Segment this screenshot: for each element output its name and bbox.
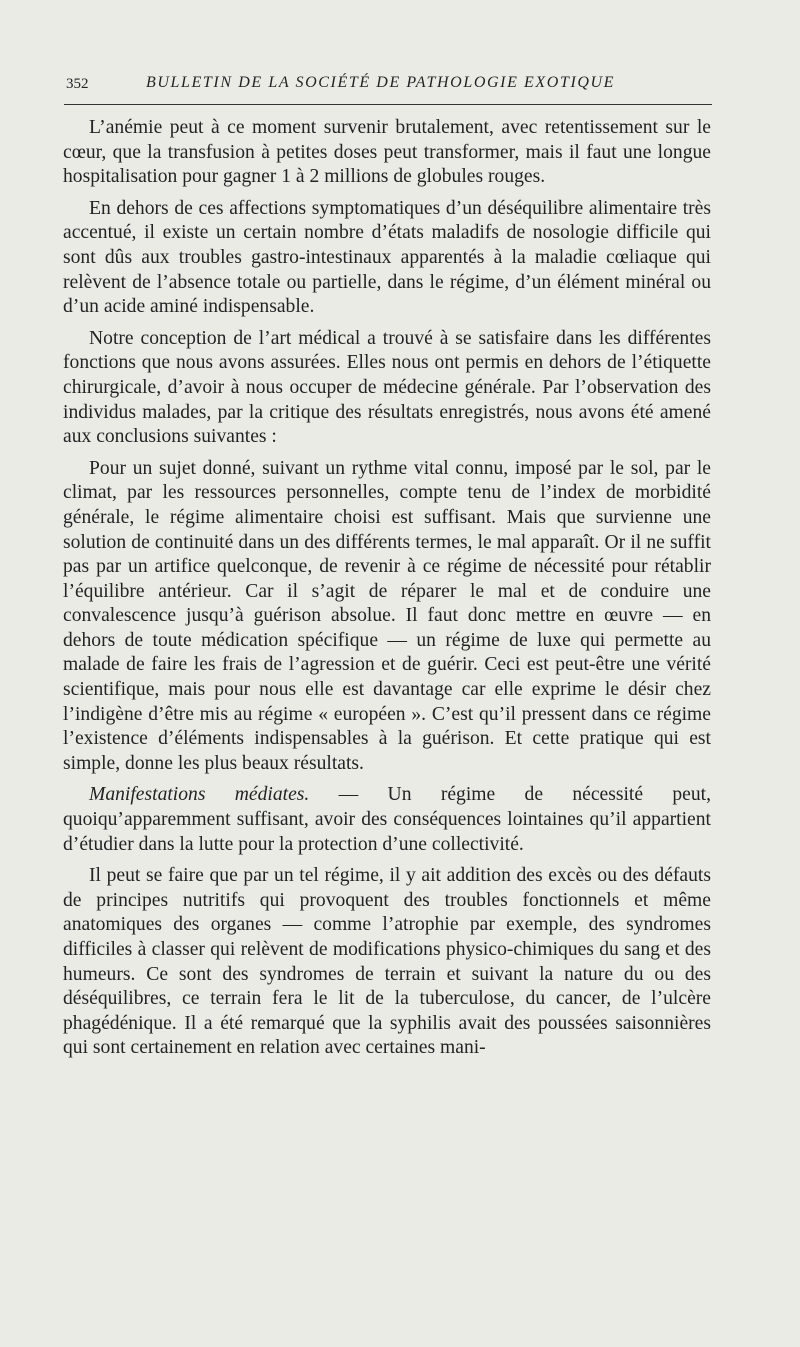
paragraph-text: Il peut se faire que par un tel régime, il y ait addition des excès ou des défauts de principes nutritifs qui provoquent des troubles fonctionnels et même anatomiques des organes — comme l’atrophie par exemple, des syndromes difficiles à classer qui relèvent de modifications physico-chimiques du sang et des humeurs. Ce sont des syndromes de terrain et suivant la nature du ou des déséquilibres, ce terrain fera le lit de la tuberculose, du cancer, de l’ulcère phagédénique. Il a été remarqué que la syphilis avait des poussées saisonnières qui sont certainement en relation avec certaines mani- bbox=[63, 865, 711, 1059]
paragraph-text: — Un régime de nécessité peut, quoiqu’apparemment suffisant, avoir des conséquences lointaines qu’il appartient d’étudier dans la lutte pour la protection d’une collectivité. bbox=[63, 784, 711, 855]
paragraph-text: En dehors de ces affections symptomatiques d’un déséquilibre alimentaire très accentué, il existe un certain nombre d’états maladifs de nosologie difficile qui sont dûs aux troubles gastro-intestinaux apparentés à la maladie cœliaque qui relèvent de l’absence totale ou partielle, dans le régime, d’un élément minéral ou d’un acide aminé indispensable. bbox=[63, 197, 711, 318]
header-rule bbox=[64, 104, 712, 105]
running-title: BULLETIN DE LA SOCIÉTÉ DE PATHOLOGIE EXOTIQUE bbox=[146, 74, 616, 91]
paragraph-text: L’anémie peut à ce moment survenir brutalement, avec retentissement sur le cœur, que la transfusion à petites doses peut transformer, mais il faut une longue hospitalisation pour gagner 1 à 2 millions de globules rouges. bbox=[63, 117, 711, 188]
paragraph bbox=[63, 864, 711, 1061]
paragraph bbox=[63, 197, 711, 320]
paragraph bbox=[63, 116, 711, 190]
section-lead: Manifestations médiates. bbox=[89, 784, 310, 806]
paragraph bbox=[63, 327, 711, 450]
paragraph-text: Pour un sujet donné, suivant un rythme vital connu, imposé par le sol, par le climat, par les ressources personnelles, compte tenu de l’index de morbidité générale, le régime alimentaire choisi est suffisant. Mais que survienne une solution de continuité dans un des différents termes, le mal apparaît. Or il ne suffit pas par un artifice quelconque, de revenir à ce régime de nécessité pour rétablir l’équilibre antérieur. Car il s’agit de réparer le mal et de conduire une convalescence jusqu’à guérison absolue. Il faut donc mettre en œuvre — en dehors de toute médication spécifique — un régime de luxe qui permette au malade de faire les frais de l’agression et de guérir. Ceci est peut-être une vérité scientifique, mais pour nous elle est davantage car elle exprime le désir chez l’indigène d’être mis au régime « européen ». C’est qu’il pressent dans ce régime l’existence d’éléments indispensables à la guérison. Et cette pratique qui est simple, donne les plus beaux résultats. bbox=[63, 457, 711, 774]
body-text bbox=[63, 116, 711, 1061]
page-number: 352 bbox=[66, 76, 89, 92]
page-header bbox=[66, 74, 712, 96]
paragraph bbox=[63, 457, 711, 777]
paragraph-text: Notre conception de l’art médical a trouvé à se satisfaire dans les différentes fonctions que nous avons assurées. Elles nous ont permis en dehors de l’étiquette chirurgicale, d’avoir à nous occuper de médecine générale. Par l’observation des individus malades, par la critique des résultats enregistrés, nous avons été amené aux conclusions suivantes : bbox=[63, 327, 711, 448]
paragraph bbox=[63, 783, 711, 857]
